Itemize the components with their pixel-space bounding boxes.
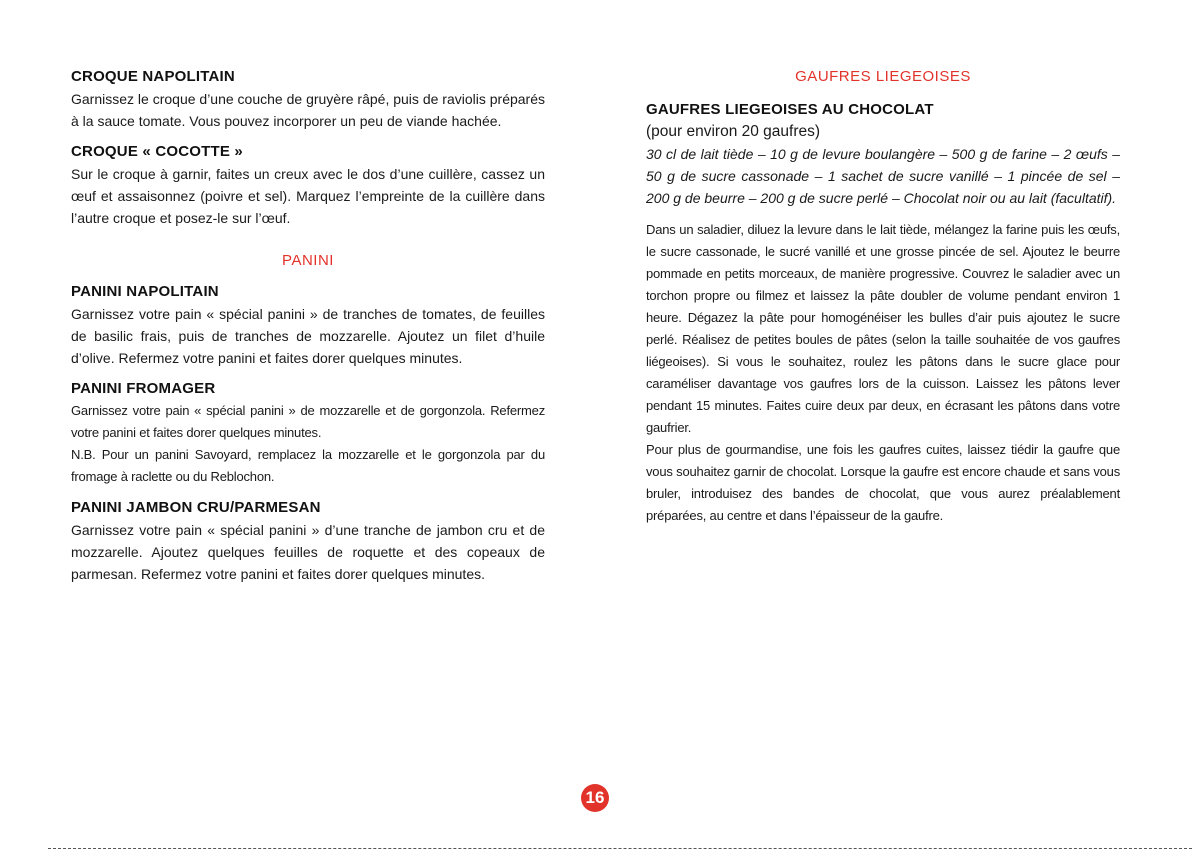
croque-cocotte-title: CROQUE « COCOTTE » [71, 143, 243, 160]
recipe-chocolate-tip: Pour plus de gourmandise, une fois les gaufres cuites, laissez tiédir la gaufre que vous souhaitez garnir de chocolat. Lorsque la gaufre est encore chaude et sans vous bruler, introduisez des bandes de chocolat, que vous aurez préalablement préparées, au centre et dans l’épaisseur de la gaufre. [646, 442, 1120, 523]
panini-napolitain-text: Garnissez votre pain « spécial panini » de tranches de tomates, de feuilles de basilic frais, puis de tranches de mozzarelle. Ajoutez un filet d’huile d’olive. Refermez votre panini et faites dorer quelques minutes. [71, 306, 545, 366]
croque-napolitain-text: Garnissez le croque d’une couche de gruyère râpé, puis de raviolis préparés à la sauce tomate. Vous pouvez incorporer un peu de viande hachée. [71, 91, 545, 129]
gaufres-section-title: GAUFRES LIEGEOISES [795, 68, 971, 85]
right-column [646, 66, 1120, 527]
page-number-badge: 16 [581, 784, 609, 812]
left-column [71, 66, 545, 585]
recipe-ingredients: 30 cl de lait tiède – 10 g de levure boulangère – 500 g de farine – 2 œufs – 50 g de sucre cassonade – 1 sachet de sucre vanillé – 1 pincée de sel – 200 g de beurre – 200 g de sucre perlé – Chocolat noir ou au lait (facultatif). [646, 146, 1120, 206]
panini-jambon-title: PANINI JAMBON CRU/PARMESAN [71, 499, 321, 516]
panini-fromager-title: PANINI FROMAGER [71, 380, 216, 397]
recipe-title: GAUFRES LIEGEOISES AU CHOCOLAT [646, 101, 934, 118]
panini-napolitain-title: PANINI NAPOLITAIN [71, 283, 219, 300]
footer-divider [48, 848, 1192, 849]
recipe-yield: (pour environ 20 gaufres) [646, 123, 821, 140]
croque-cocotte-text: Sur le croque à garnir, faites un creux avec le dos d’une cuillère, cassez un œuf et assaisonnez (poivre et sel). Marquez l’empreinte de la cuillère dans l’autre croque et posez-le sur l’œuf. [71, 166, 545, 226]
panini-jambon-text: Garnissez votre pain « spécial panini » d’une tranche de jambon cru et de mozzarelle. Ajoutez quelques feuilles de roquette et des copeaux de parmesan. Refermez votre panini et faites dorer quelques minutes. [71, 522, 545, 582]
panini-fromager-note: N.B. Pour un panini Savoyard, remplacez la mozzarelle et le gorgonzola par du fromage à raclette ou du Reblochon. [71, 447, 545, 484]
croque-napolitain-title: CROQUE NAPOLITAIN [71, 68, 235, 85]
panini-fromager-text: Garnissez votre pain « spécial panini » de mozzarelle et de gorgonzola. Refermez votre panini et faites dorer quelques minutes. [71, 403, 545, 440]
panini-section-title: PANINI [282, 252, 334, 269]
recipe-method: Dans un saladier, diluez la levure dans le lait tiède, mélangez la farine puis les œufs, le sucre cassonade, le sucré vanillé et une grosse pincée de sel. Ajoutez le beurre pommade en petits morceaux, de manière progressive. Couvrez le saladier avec un torchon propre ou filmez et laissez la pâte doubler de volume pendant environ 1 heure. Dégazez la pâte pour homogénéiser les bulles d’air puis ajoutez le sucre perlé. Réalisez de petites boules de pâtes (selon la taille souhaitée de vos gaufres liégeoises). Si vous le souhaitez, roulez les pâtons dans le sucre glace pour caraméliser davantage vos gaufres lors de la cuisson. Laissez les pâtons lever pendant 15 minutes. Faites cuire deux par deux, en écrasant les pâtons dans votre gaufrier. [646, 222, 1120, 435]
